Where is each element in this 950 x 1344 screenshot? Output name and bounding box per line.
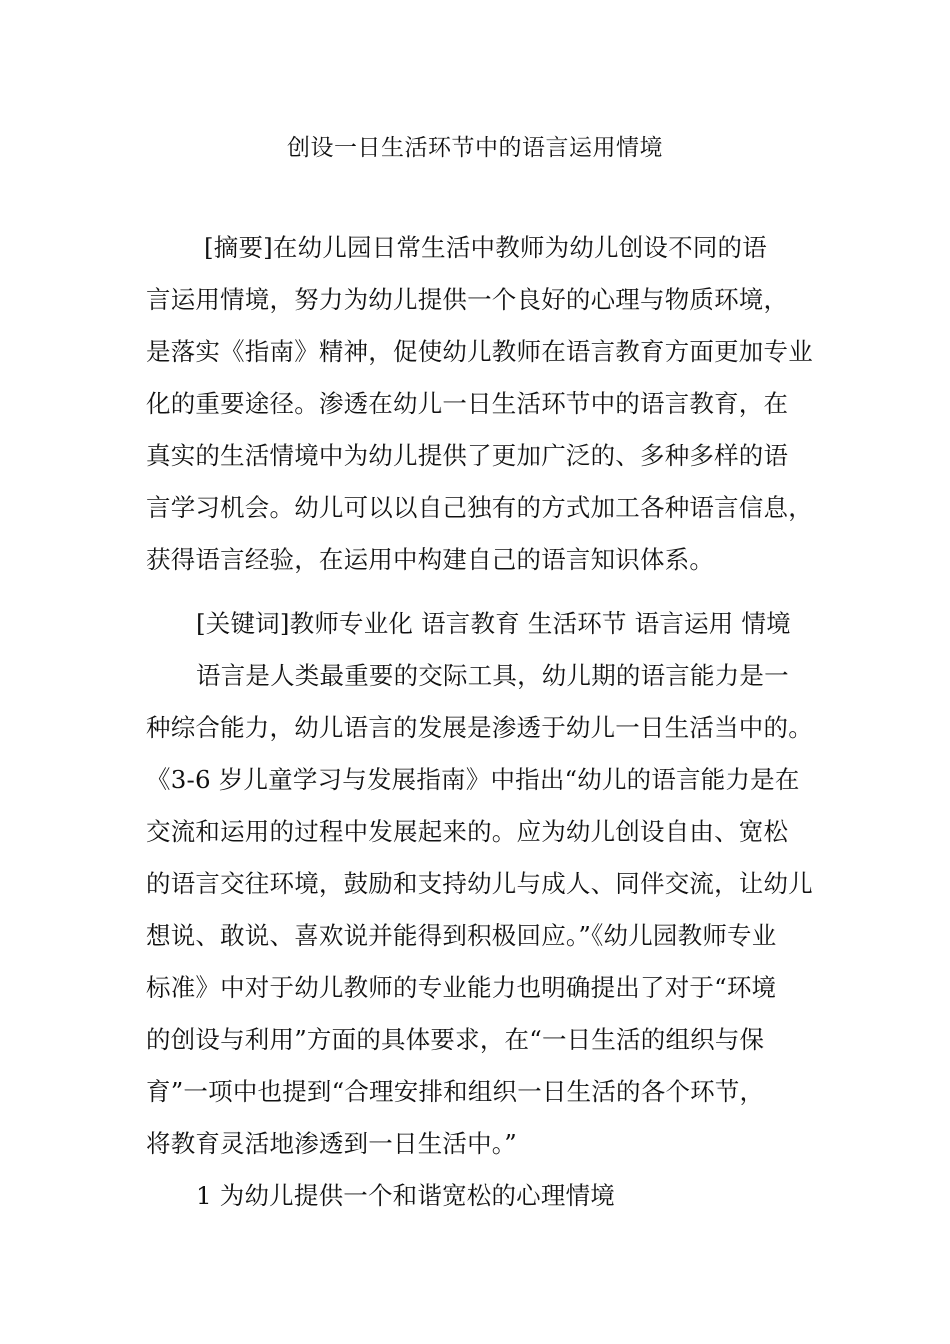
abstract-line: 言运用情境，努力为幼儿提供一个良好的心理与物质环境， [146,285,789,314]
body-line: 语言是人类最重要的交际工具，幼儿期的语言能力是一 [196,661,789,690]
abstract-line: 获得语言经验，在运用中构建自己的语言知识体系。 [146,545,715,574]
keywords-line: [关键词]教师专业化 语言教育 生活环节 语言运用 情境 [196,609,791,638]
body-line: 育”一项中也提到“合理安排和组织一日生活的各个环节， [146,1077,765,1106]
body-line: 想说、敢说、喜欢说并能得到积极回应。”《幼儿园教师专业 [146,921,777,950]
abstract-line: 言学习机会。幼儿可以以自己独有的方式加工各种语言信息， [146,493,813,522]
body-line: 交流和运用的过程中发展起来的。应为幼儿创设自由、宽松 [146,817,789,846]
abstract-line: 真实的生活情境中为幼儿提供了更加广泛的、多种多样的语 [146,441,789,470]
abstract-line: 是落实《指南》精神，促使幼儿教师在语言教育方面更加专业 [146,337,813,366]
section-heading: 1 为幼儿提供一个和谐宽松的心理情境 [196,1181,615,1210]
body-line: 的语言交往环境，鼓励和支持幼儿与成人、同伴交流，让幼儿 [146,869,813,898]
body-line: 《3-6 岁儿童学习与发展指南》中指出“幼儿的语言能力是在 [146,765,800,794]
body-line: 的创设与利用”方面的具体要求，在“一日生活的组织与保 [146,1025,765,1054]
document-title: 创设一日生活环节中的语言运用情境 [287,135,663,161]
body-line: 种综合能力，幼儿语言的发展是渗透于幼儿一日生活当中的。 [146,713,813,742]
abstract-line: [摘要]在幼儿园日常生活中教师为幼儿创设不同的语 [204,233,767,262]
body-line: 将教育灵活地渗透到一日生活中。” [146,1129,517,1158]
abstract-line: 化的重要途径。渗透在幼儿一日生活环节中的语言教育，在 [146,389,789,418]
body-line: 标准》中对于幼儿教师的专业能力也明确提出了对于“环境 [146,973,777,1002]
